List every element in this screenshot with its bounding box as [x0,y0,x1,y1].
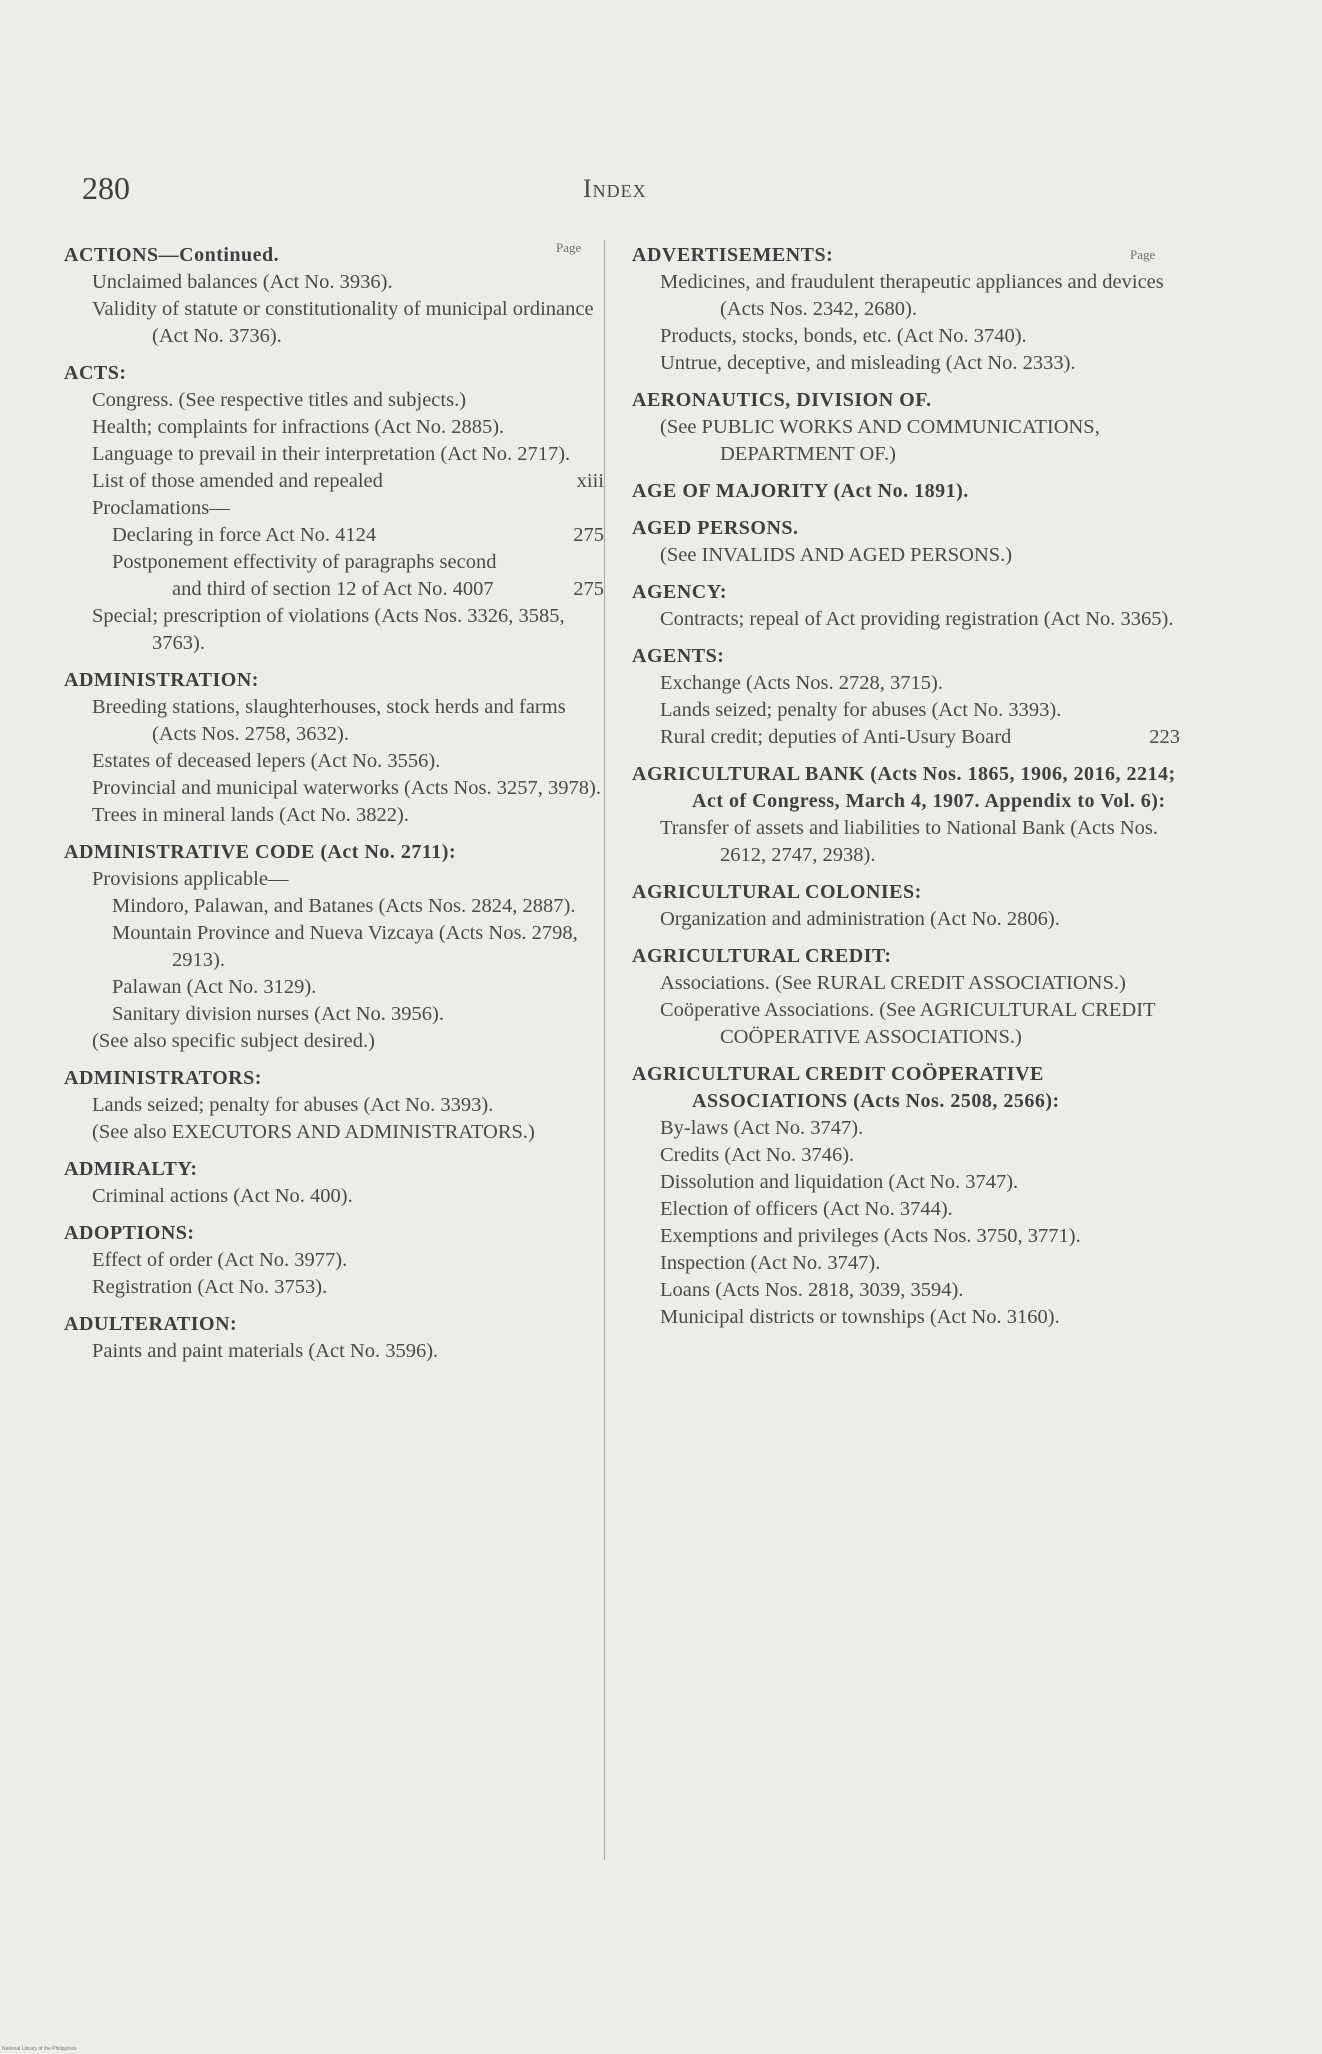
index-entry-text: Inspection (Act No. 3747). [660,1252,881,1274]
index-entry-text: Products, stocks, bonds, etc. (Act No. 3740). [660,325,1027,347]
index-subsubentry [64,522,604,549]
index-entry-text: Untrue, deceptive, and misleading (Act No. 2333). [660,352,1076,374]
index-subentry [632,1304,1180,1331]
index-heading: ADMINISTRATION: [64,669,259,691]
index-heading: AERONAUTICS, DIVISION OF. [632,389,932,411]
index-subentry [632,323,1180,350]
index-subsubentry [64,974,604,1001]
index-entry-text: Exchange (Acts Nos. 2728, 3715). [660,672,943,694]
index-subentry [64,414,604,441]
index-subentry [632,1250,1180,1277]
index-entry [632,943,1180,1051]
index-subentry [632,906,1180,933]
index-column-left [64,232,604,1365]
index-entry-text: Transfer of assets and liabilities to National Bank (Acts Nos. 2612, 2747, 2938). [660,817,1158,866]
index-heading: AGE OF MAJORITY (Act No. 1891). [632,480,969,502]
index-heading: AGRICULTURAL BANK (Acts Nos. 1865, 1906, 2016, 2214; Act of Congress, March 4, 1907. Appendix to Vol. 6): [632,763,1176,812]
index-entry-text: Provisions applicable— [92,868,289,890]
index-heading: AGENCY: [632,581,727,603]
index-heading: ADMINISTRATORS: [64,1067,262,1089]
index-entry-text: Credits (Act No. 3746). [660,1144,855,1166]
index-subentry [64,866,604,893]
index-entry-text: Organization and administration (Act No. 2806). [660,908,1060,930]
index-heading: ACTS: [64,362,127,384]
index-entry-text: Election of officers (Act No. 3744). [660,1198,953,1220]
index-entry-text: Language to prevail in their interpretation (Act No. 2717). [92,443,571,465]
index-subentry [64,1119,604,1146]
index-subsubentry [64,893,604,920]
index-entry-text: Special; prescription of violations (Acts Nos. 3326, 3585, 3763). [92,605,565,654]
index-entry-text: Mindoro, Palawan, and Batanes (Acts Nos. 2824, 2887). [112,895,576,917]
index-entry-text: Registration (Act No. 3753). [92,1276,328,1298]
index-entry-text: (See also specific subject desired.) [92,1030,375,1052]
index-entry-text: Criminal actions (Act No. 400). [92,1185,353,1207]
index-entry [632,1061,1180,1331]
index-subentry [632,970,1180,997]
footer-credit: National Library of the Philippines [2,2046,77,2052]
page-column-label-left: Page [556,240,582,255]
index-entry-text: Unclaimed balances (Act No. 3936). [92,271,393,293]
index-subentry [64,441,604,468]
index-subentry [64,775,604,802]
page-title: Index [583,174,647,203]
index-subentry [632,414,1180,468]
index-entry-text: Congress. (See respective titles and subjects.) [92,389,467,411]
index-subentry [632,815,1180,869]
index-heading: AGRICULTURAL COLONIES: [632,881,922,903]
index-entry-text: (See PUBLIC WORKS AND COMMUNICATIONS, DEPARTMENT OF.) [660,416,1100,465]
index-entry-text: Validity of statute or constitutionality of municipal ordinance (Act No. 3736). [92,298,594,347]
index-entry-text: Provincial and municipal waterworks (Acts Nos. 3257, 3978). [92,777,601,799]
index-heading: AGENTS: [632,645,725,667]
index-heading: AGED PERSONS. [632,517,799,539]
index-entry-text: Coöperative Associations. (See AGRICULTURAL CREDIT COÖPERATIVE ASSOCIATIONS.) [660,999,1156,1048]
index-heading: ADULTERATION: [64,1313,238,1335]
page-column-label-right: Page [1130,247,1156,262]
index-subentry [64,1028,604,1055]
index-heading: ADOPTIONS: [64,1222,195,1244]
index-entry [632,242,1180,377]
index-entry-text: Mountain Province and Nueva Vizcaya (Acts Nos. 2798, 2913). [112,922,578,971]
index-entry [64,242,604,350]
index-entry-text: Effect of order (Act No. 3977). [92,1249,348,1271]
index-subentry [64,1338,604,1365]
index-entry [64,1220,604,1301]
index-entry-text: Estates of deceased lepers (Act No. 3556). [92,750,441,772]
index-entry-text: By-laws (Act No. 3747). [660,1117,864,1139]
page-reference: xiii [576,470,604,492]
index-entry [632,761,1180,869]
index-entry [632,478,1180,505]
index-entry-text: List of those amended and repealed [92,470,383,492]
index-subsubentry [64,549,604,603]
index-subentry [64,1183,604,1210]
index-subentry [632,1169,1180,1196]
index-entry-text: Lands seized; penalty for abuses (Act No. 3393). [92,1094,494,1116]
index-entry [632,515,1180,569]
index-subentry [64,468,604,495]
page-reference: 275 [573,524,604,546]
index-entry-text: Dissolution and liquidation (Act No. 3747). [660,1171,1019,1193]
index-entry-text: Proclamations— [92,497,230,519]
index-subentry [64,748,604,775]
index-entry-text: (See INVALIDS AND AGED PERSONS.) [660,544,1013,566]
index-heading: ADMINISTRATIVE CODE (Act No. 2711): [64,841,457,863]
index-entry [64,360,604,657]
index-entry-text: Exemptions and privileges (Acts Nos. 3750, 3771). [660,1225,1081,1247]
index-column-right [632,232,1180,1331]
index-subentry [632,670,1180,697]
index-entry [64,839,604,1055]
page-number: 280 [82,170,130,206]
index-subentry [64,269,604,296]
index-heading: ACTIONS—Continued. [64,244,280,266]
index-entry [632,879,1180,933]
index-entry [64,1156,604,1210]
index-subentry [632,1115,1180,1142]
index-subentry [632,997,1180,1051]
index-entry-text: Loans (Acts Nos. 2818, 3039, 3594). [660,1279,964,1301]
index-entry-text: Medicines, and fraudulent therapeutic appliances and devices (Acts Nos. 2342, 2680). [660,271,1164,320]
index-entry-text: Contracts; repeal of Act providing registration (Act No. 3365). [660,608,1174,630]
index-subentry [64,387,604,414]
index-subentry [64,296,604,350]
index-subsubentry [64,1001,604,1028]
index-entry-text: Palawan (Act No. 3129). [112,976,317,998]
index-subentry [64,802,604,829]
index-subentry [64,1247,604,1274]
index-subentry [632,1142,1180,1169]
index-subentry [632,1277,1180,1304]
index-subentry [632,697,1180,724]
index-entry-text: Trees in mineral lands (Act No. 3822). [92,804,409,826]
index-entry-text: Lands seized; penalty for abuses (Act No. 3393). [660,699,1062,721]
index-subentry [632,724,1180,751]
index-subentry [64,603,604,657]
index-entry-text: Declaring in force Act No. 4124 [112,524,377,546]
index-entry-text: Municipal districts or townships (Act No. 3160). [660,1306,1060,1328]
index-entry [632,387,1180,468]
index-subentry [64,495,604,522]
page-reference: 275 [573,578,604,600]
index-heading: ADVERTISEMENTS: [632,244,834,266]
index-entry-text: Postponement effectivity of paragraphs second and third of section 12 of Act No. 4007 [112,551,497,600]
index-entry-text: Associations. (See RURAL CREDIT ASSOCIATIONS.) [660,972,1126,994]
index-entry [64,667,604,829]
index-entry-text: Sanitary division nurses (Act No. 3956). [112,1003,444,1025]
index-entry-text: Paints and paint materials (Act No. 3596). [92,1340,439,1362]
index-subentry [64,1092,604,1119]
index-subentry [64,694,604,748]
index-heading: AGRICULTURAL CREDIT COÖPERATIVE ASSOCIATIONS (Acts Nos. 2508, 2566): [632,1063,1060,1112]
index-subsubentry [64,920,604,974]
index-heading: AGRICULTURAL CREDIT: [632,945,892,967]
index-entry [632,579,1180,633]
index-entry [64,1311,604,1365]
index-subentry [632,269,1180,323]
index-subentry [632,350,1180,377]
index-subentry [632,606,1180,633]
index-entry-text: Rural credit; deputies of Anti-Usury Board [660,726,1012,748]
index-entry [632,643,1180,751]
index-subentry [632,1196,1180,1223]
index-entry-text: Breeding stations, slaughterhouses, stock herds and farms (Acts Nos. 2758, 3632). [92,696,566,745]
index-heading: ADMIRALTY: [64,1158,198,1180]
index-entry-text: Health; complaints for infractions (Act No. 2885). [92,416,505,438]
column-divider [604,240,605,1860]
index-subentry [632,542,1180,569]
index-subentry [632,1223,1180,1250]
index-subentry [64,1274,604,1301]
index-entry-text: (See also EXECUTORS AND ADMINISTRATORS.) [92,1121,535,1143]
index-entry [64,1065,604,1146]
page-reference: 223 [1149,726,1180,748]
